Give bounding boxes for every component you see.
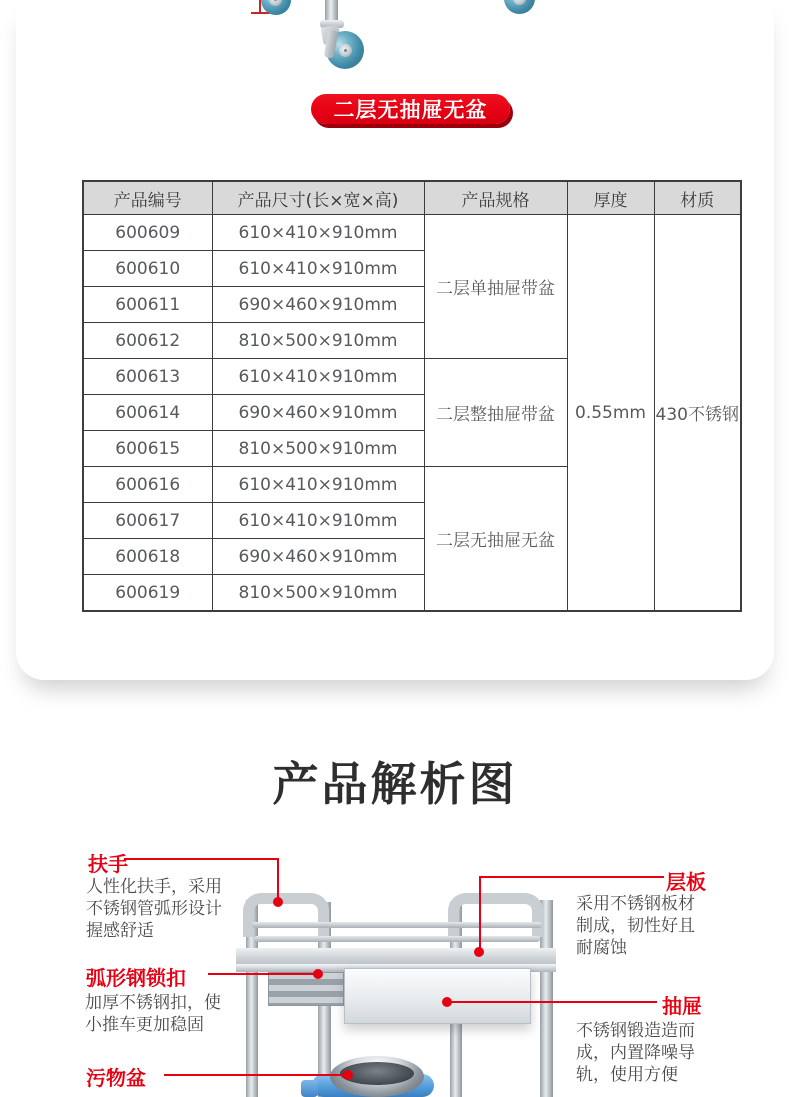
annotation-drawer-line — [447, 1001, 657, 1003]
cell-product-code: 600612 — [83, 323, 212, 359]
annotation-handle-desc: 人性化扶手，采用不锈钢管弧形设计握感舒适 — [86, 877, 222, 941]
cell-product-size: 610×410×910mm — [212, 359, 424, 395]
col-header-thickness: 厚度 — [567, 181, 654, 215]
annotation-basin-line — [164, 1074, 346, 1076]
annotation-shelf-line — [480, 876, 664, 878]
spec-table — [82, 180, 742, 612]
annotation-basin-dot — [343, 1070, 353, 1080]
trolley-handle-left — [243, 893, 329, 937]
cell-product-size: 810×500×910mm — [212, 431, 424, 467]
col-header-material: 材质 — [654, 181, 741, 215]
annotation-handle-title: 扶手 — [88, 852, 128, 876]
cell-product-size: 690×460×910mm — [212, 287, 424, 323]
product-analysis-diagram — [0, 840, 790, 1097]
cell-product-code: 600615 — [83, 431, 212, 467]
cell-product-size: 810×500×910mm — [212, 575, 424, 612]
annotation-drawer-desc: 不锈钢锻造造而成，内置降噪导轨，使用方便 — [576, 1021, 695, 1085]
col-header-size: 产品尺寸(长×宽×高) — [212, 181, 424, 215]
cell-product-code: 600618 — [83, 539, 212, 575]
cell-spec-group: 二层整抽屉带盆 — [424, 359, 567, 467]
cell-product-code: 600609 — [83, 215, 212, 251]
annotation-handle-line — [124, 858, 279, 860]
annotation-drawer-dot — [442, 997, 452, 1007]
cell-thickness: 0.55mm — [567, 215, 654, 612]
cell-spec-group: 二层无抽屉无盆 — [424, 467, 567, 612]
cell-product-size: 610×410×910mm — [212, 503, 424, 539]
cell-product-size: 810×500×910mm — [212, 323, 424, 359]
col-header-spec: 产品规格 — [424, 181, 567, 215]
cell-spec-group: 二层单抽屉带盆 — [424, 215, 567, 359]
annotation-drawer-title: 抽屉 — [662, 994, 702, 1018]
spec-table-body — [83, 215, 741, 612]
cell-product-size: 610×410×910mm — [212, 215, 424, 251]
annotation-lock-title: 弧形钢锁扣 — [86, 966, 186, 990]
cell-product-size: 690×460×910mm — [212, 539, 424, 575]
caster-hub-center — [339, 44, 352, 57]
cell-product-code: 600616 — [83, 467, 212, 503]
cell-product-code: 600613 — [83, 359, 212, 395]
cell-material: 430不锈钢 — [654, 215, 741, 612]
trolley-handle-right — [448, 893, 543, 937]
section-title: 产品解析图 — [272, 757, 518, 811]
cell-product-code: 600611 — [83, 287, 212, 323]
cell-product-code: 600617 — [83, 503, 212, 539]
product-card — [16, 0, 774, 680]
annotation-lock-desc: 加厚不锈钢扣，使小推车更加稳固 — [85, 993, 221, 1035]
cell-product-code: 600614 — [83, 395, 212, 431]
guard-rail — [252, 922, 542, 928]
annotation-lock-line — [208, 973, 318, 975]
col-header-code: 产品编号 — [83, 181, 212, 215]
variant-label-text: 二层无抽屉无盆 — [333, 98, 488, 122]
caster-leg — [325, 0, 338, 22]
annotation-handle-line — [277, 858, 279, 902]
annotation-shelf-title: 层板 — [666, 870, 706, 894]
annotation-lock-dot — [313, 969, 323, 979]
annotation-shelf-line — [479, 876, 481, 952]
cell-product-size: 610×410×910mm — [212, 251, 424, 287]
annotation-shelf-desc: 采用不锈钢板材制成，韧性好且耐腐蚀 — [576, 894, 695, 958]
spec-table-header-row — [83, 181, 741, 215]
variant-label-badge — [311, 94, 510, 124]
basin-clamp — [301, 1080, 318, 1097]
annotation-handle-dot — [273, 897, 283, 907]
guard-rail — [254, 936, 540, 942]
caster-center — [318, 0, 378, 78]
annotation-shelf-dot — [474, 947, 484, 957]
annotation-basin-title: 污物盆 — [86, 1066, 146, 1090]
cell-product-size: 690×460×910mm — [212, 395, 424, 431]
drawer-slide-rail — [268, 972, 344, 1006]
cell-product-code: 600610 — [83, 251, 212, 287]
cell-product-code: 600619 — [83, 575, 212, 612]
table-row — [83, 215, 741, 251]
trolley-drawer — [344, 968, 531, 1024]
cell-product-size: 610×410×910mm — [212, 467, 424, 503]
trolley-shelf — [236, 948, 556, 964]
